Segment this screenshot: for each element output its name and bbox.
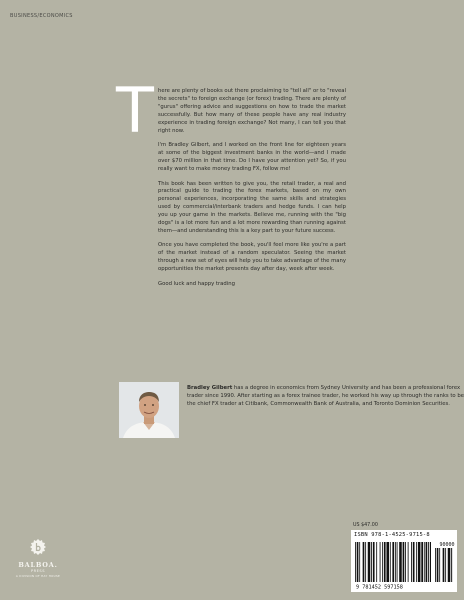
outcome-paragraph: Once you have completed the book, you'll feel more like you're a part of the market instead of a random speculator. Seeing the market through a new set of eyes will help you to take advantage of the many opportunities the market presents day after day, week after week. bbox=[158, 242, 346, 273]
back-cover-copy bbox=[158, 88, 346, 295]
barcode-digits: 9 781452 597158 bbox=[356, 584, 403, 590]
price-barcode-icon bbox=[435, 548, 453, 582]
category-label: BUSINESS/ECONOMICS bbox=[10, 13, 73, 19]
book-purpose-paragraph: This book has been written to give you, the retail trader, a real and practical guide to trading the forex markets, based on my own personal experiences, incorporating the same skills and strategies used by commercial/interbank traders and hedge funds. I can help you up your game in the markets. Believe me, running with the "big dogs" is a lot more fun and a lot more rewarding than running against them—and understanding this is a key part to your future success. bbox=[158, 180, 346, 234]
author-bio-text: has a degree in economics from Sydney University and has been a professional forex trader since 1990. After starting as a forex trainee trader, he worked his way up through the ranks to be the chief FX trader at Citibank, Commonwealth Bank of Australia, and Toronto Dominion Securities. bbox=[187, 385, 464, 407]
author-bio bbox=[187, 385, 464, 409]
publisher-tagline: A DIVISION OF HAY HOUSE bbox=[15, 574, 61, 578]
publisher-emblem-icon bbox=[29, 538, 47, 556]
isbn-barcode bbox=[351, 530, 457, 592]
author-photo bbox=[119, 382, 179, 438]
ean-barcode-icon bbox=[355, 542, 431, 582]
dropcap-letter: T bbox=[116, 74, 154, 147]
author-name: Bradley Gilbert bbox=[187, 385, 233, 391]
price-label: US $47.00 bbox=[353, 523, 378, 528]
barcode-top-digits: 90000 bbox=[439, 542, 455, 548]
signoff-paragraph: Good luck and happy trading bbox=[158, 280, 235, 287]
author-intro-paragraph: I'm Bradley Gilbert, and I worked on the front line for eighteen years at some of the biggest investment banks in the world—and I made over $70 million in that time. Do I have your attention yet? So, if you really want to make money trading FX, follow me! bbox=[158, 142, 346, 173]
publisher-name: BALBOA. bbox=[18, 561, 58, 569]
isbn-text: ISBN 978-1-4525-9715-8 bbox=[354, 532, 430, 538]
intro-paragraph: here are plenty of books out there proclaiming to "tell all" or to "reveal the secrets" to foreign exchange (or forex) trading. There are plenty of "gurus" offering advice and suggestions on how to trade the market successfully. But how many of these people have any real industry experience in trading foreign exchange? Not many, I can tell you that right now. bbox=[158, 88, 346, 134]
publisher-sub: PRESS bbox=[31, 569, 45, 573]
publisher-logo bbox=[14, 538, 62, 578]
